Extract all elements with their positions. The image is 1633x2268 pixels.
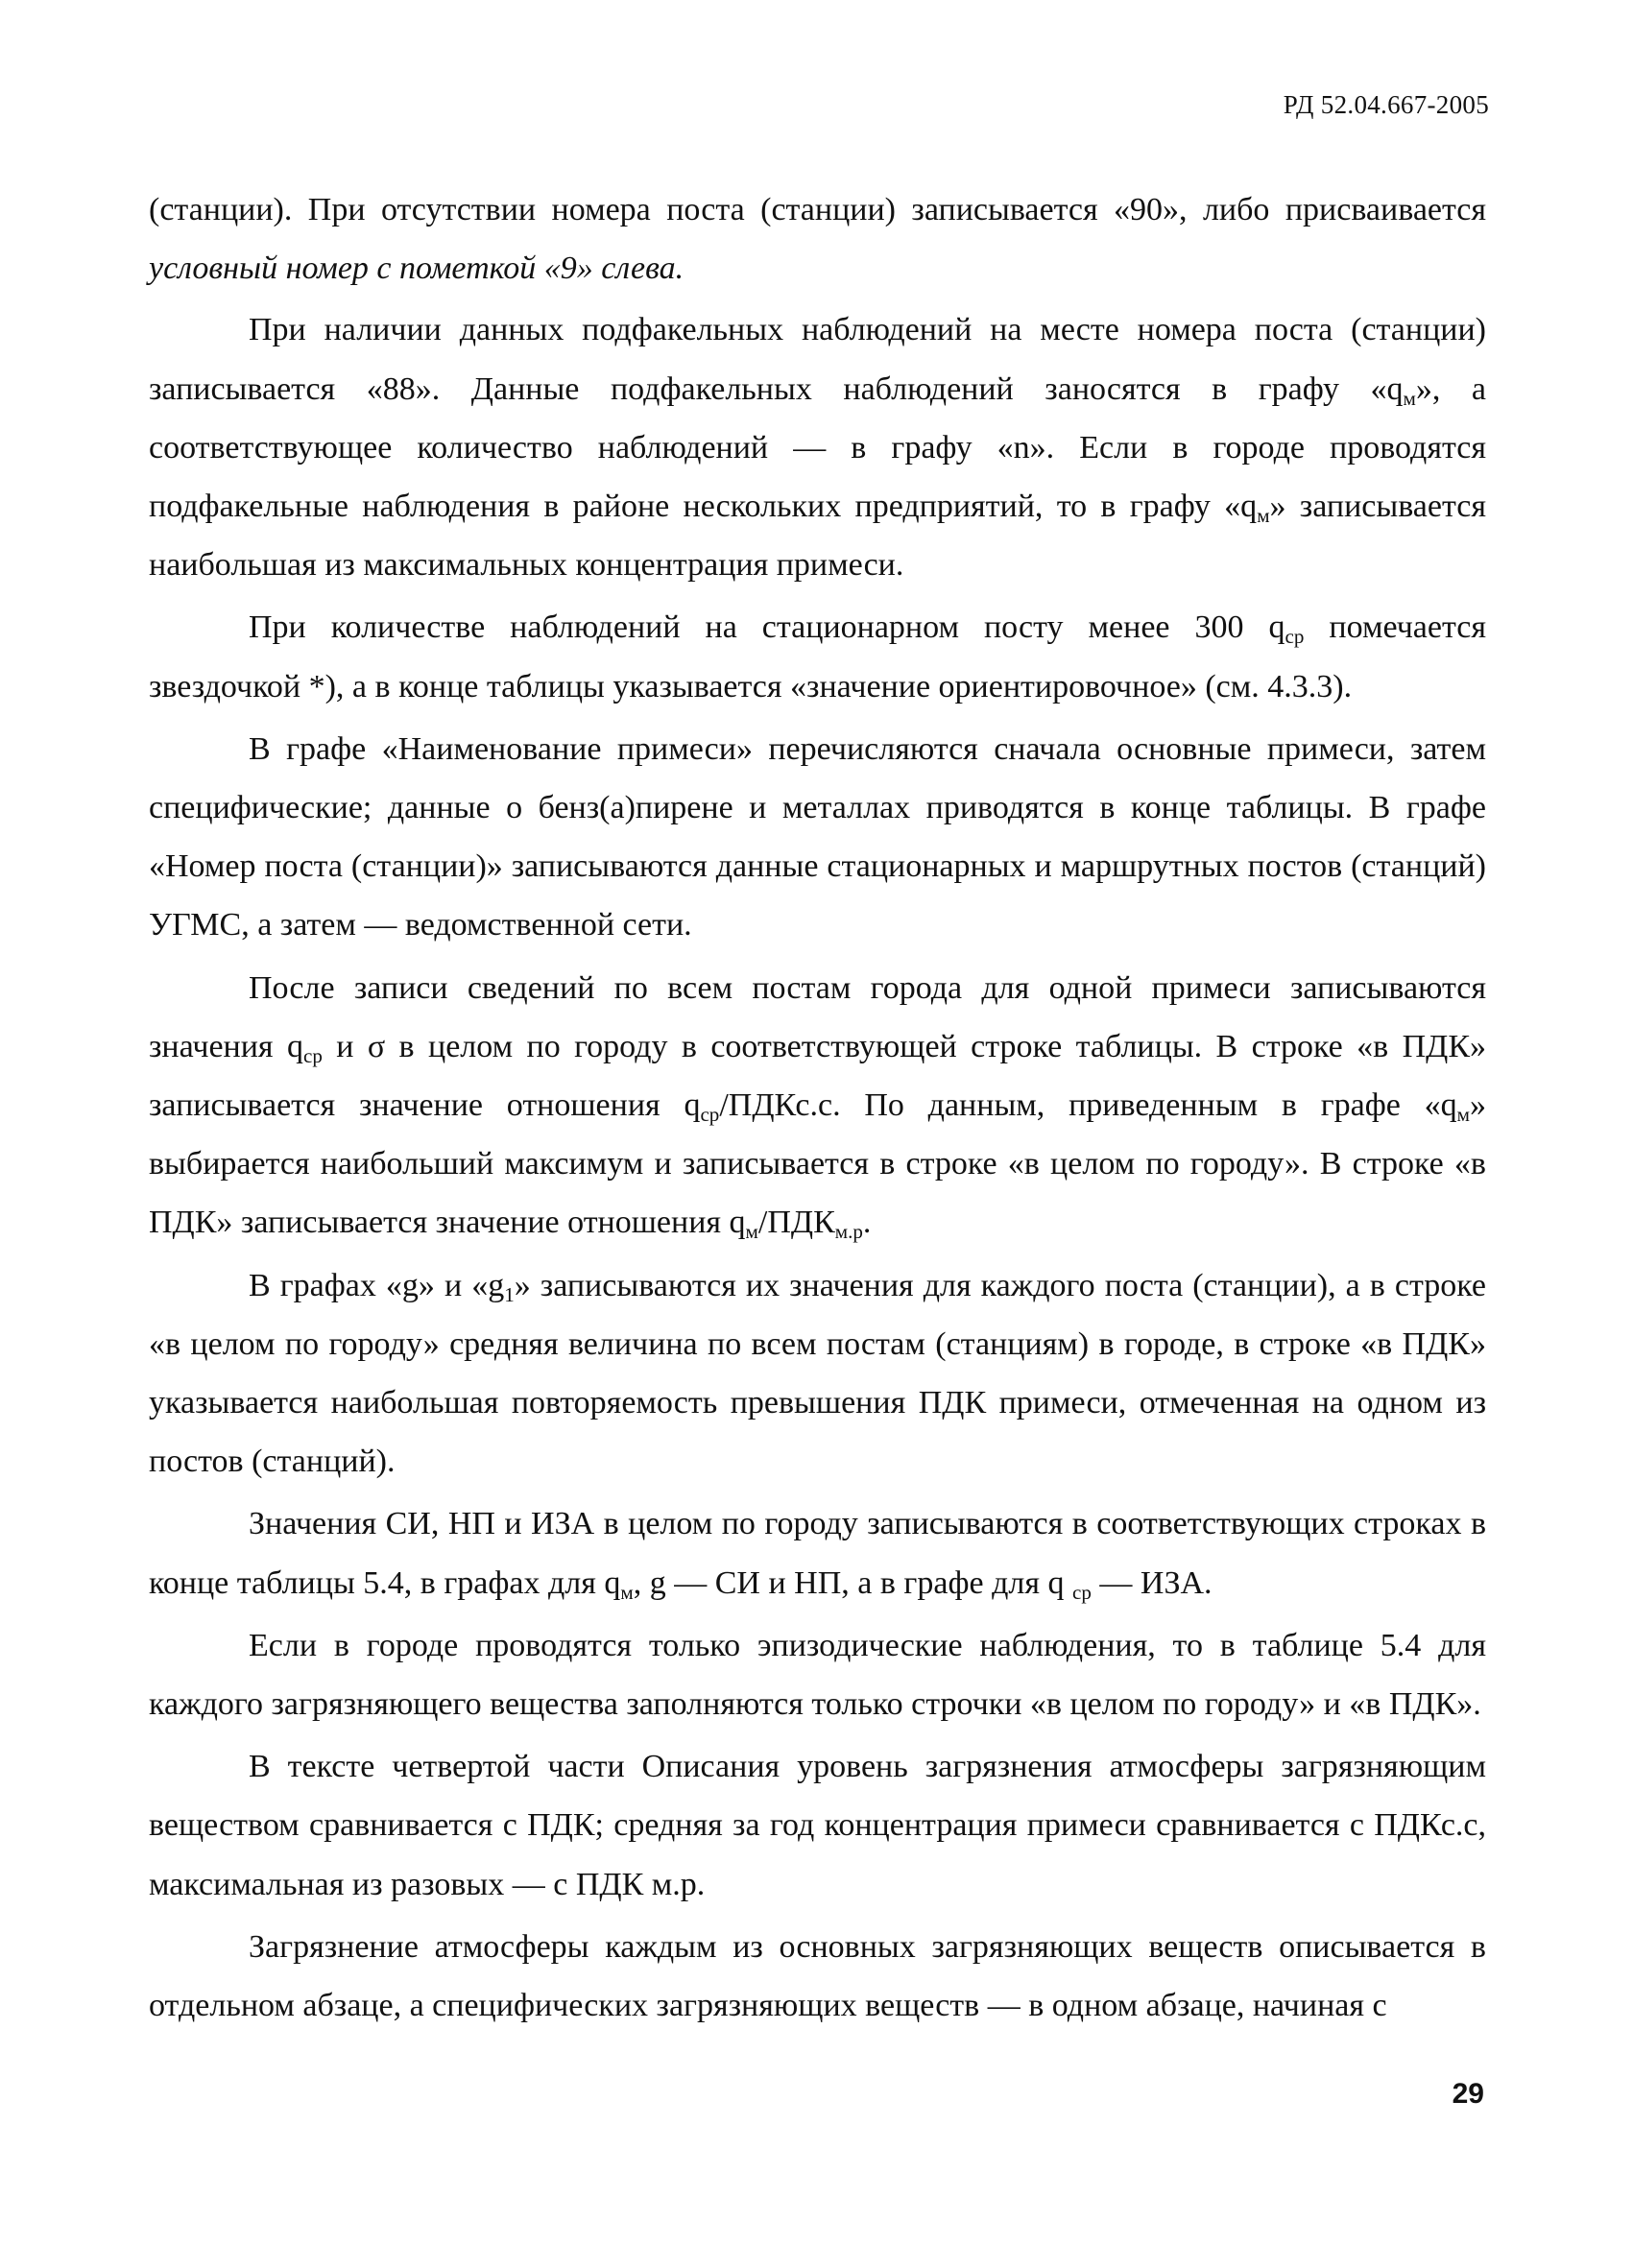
paragraph	[149, 720, 1486, 955]
text-run: .	[862, 1205, 872, 1241]
text-run: », а соответствующее количество наблюдений — в графу «n». Если в городе проводятся подфакельные наблюдения в районе нескольких предприятий, то в графу «q	[149, 370, 1486, 525]
italic-text: условный номер с пометкой «9» слева.	[149, 251, 684, 287]
page-number: 29	[1452, 2078, 1484, 2110]
subscript: ср	[1072, 1580, 1092, 1604]
text-run: /ПДКс.с. По данным, приведенным в графе «q	[719, 1087, 1457, 1124]
text-run: В тексте четвертой части Описания уровень загрязнения атмосферы загрязняющим веществом сравнивается с ПДК; средняя за год концентрация примеси сравнивается с ПДКс.с, максимальная из разовых — с ПДК м.р.	[149, 1749, 1486, 1902]
document-code: РД 52.04.667-2005	[1283, 90, 1489, 119]
text-run: Загрязнение атмосферы каждым из основных загрязняющих веществ описывается в отдельном абзаце, а специфических загрязняющих веществ — в одном абзаце, начиная с	[149, 1928, 1486, 2024]
paragraph	[149, 598, 1486, 715]
text-run: При наличии данных подфакельных наблюдений на месте номера поста (станции) записывается «88». Данные подфакельных наблюдений заносятся в графу «q	[149, 312, 1486, 407]
paragraph	[149, 959, 1486, 1253]
paragraph	[149, 1256, 1486, 1492]
text-run: и σ в целом по городу в соответствующей строке таблицы. В строке «в ПДК» записывается значение отношения q	[149, 1028, 1486, 1124]
paragraph	[149, 180, 1486, 298]
subscript: м	[1403, 386, 1416, 410]
subscript: м	[1257, 503, 1270, 527]
text-run: При количестве наблюдений на стационарном посту менее 300 q	[249, 609, 1285, 646]
text-run: В графах «g» и «g	[249, 1267, 505, 1303]
subscript: м.р	[834, 1220, 863, 1244]
text-run: — ИЗА.	[1091, 1564, 1213, 1601]
paragraph	[149, 1494, 1486, 1611]
text-run: В графе «Наименование примеси» перечисляются сначала основные примеси, затем специфические; данные о бенз(а)пирене и металлах приводятся в конце таблицы. В графе «Номер поста (станции)» записываются данные стационарных и маршрутных постов (станций) УГМС, а затем — ведомственной сети.	[149, 730, 1486, 943]
subscript: ср	[1285, 625, 1305, 649]
paragraph	[149, 1737, 1486, 1914]
subscript: ср	[700, 1102, 720, 1126]
text-run: , g — СИ и НП, а в графе для q	[633, 1564, 1072, 1601]
text-run: » записывается наибольшая из максимальных концентрация примеси.	[149, 489, 1486, 584]
subscript: м	[1456, 1102, 1470, 1126]
text-run: После записи сведений по всем постам города для одной примеси записываются значения q	[149, 969, 1486, 1064]
text-run: Если в городе проводятся только эпизодические наблюдения, то в таблице 5.4 для каждого загрязняющего вещества заполняются только строчки «в целом по городу» и «в ПДК».	[149, 1627, 1486, 1723]
paragraph	[149, 1918, 1486, 2035]
text-run: (станции). При отсутствии номера поста (станции) записывается «90», либо присваивается	[149, 192, 1486, 227]
text-run: /ПДК	[757, 1205, 835, 1241]
text-run: помечается звездочкой *), а в конце таблицы указывается «значение ориентировочное» (см. 4.3.3).	[149, 609, 1486, 704]
subscript: 1	[504, 1282, 515, 1306]
paragraph	[149, 1616, 1486, 1733]
subscript: м	[745, 1220, 758, 1244]
subscript: ср	[302, 1043, 323, 1067]
subscript: м	[620, 1580, 634, 1604]
text-run: » записываются их значения для каждого поста (станции), а в строке «в целом по городу» средняя величина по всем постам (станциям) в городе, в строке «в ПДК» указывается наибольшая повторяемость превышения ПДК примеси, отмеченная на одном из постов (станций).	[149, 1267, 1487, 1480]
text-run: Значения СИ, НП и ИЗА в целом по городу записываются в соответствующих строках в конце таблицы 5.4, в графах для q	[149, 1506, 1486, 1601]
text-run: » выбирается наибольший максимум и записывается в строке «в целом по городу». В строке «в ПДК» записывается значение отношения q	[149, 1087, 1486, 1241]
body-text	[149, 180, 1486, 2035]
paragraph	[149, 300, 1486, 594]
